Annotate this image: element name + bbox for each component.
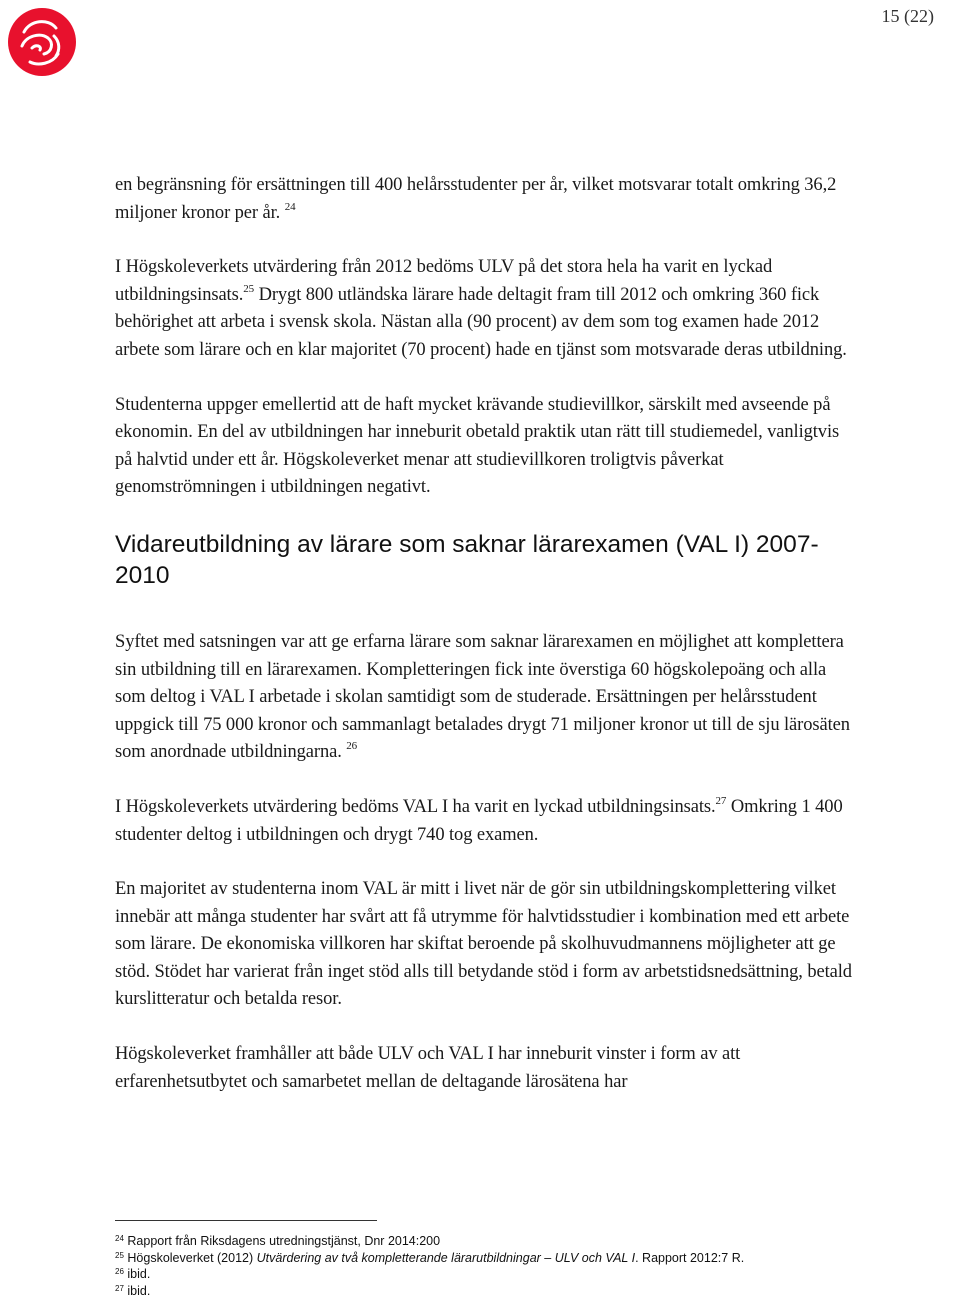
paragraph: I Högskoleverkets utvärdering från 2012 bedöms ULV på det stora hela ha varit en lyckad utbildningsinsats.$^{25}$ Drygt 800 utländska lärare hade deltagit fram till 2012 och omkring 360 fick behörighet att arbeta i svensk skola. Nästan alla (90 procent) av dem som tog examen hade 2012 arbete som lärare och en klar majoritet (70 procent) hade en tjänst som motsvarade deras utbildning. <box>115 254 855 364</box>
paragraph: Syftet med satsningen var att ge erfarna lärare som saknar lärarexamen en möjlighet att komplettera sin utbildning till en lärarexamen. Kompletteringen fick inte överstiga 60 högskolepoäng och alla som deltog i VAL I arbetade i skolan samtidigt som de studerade. Ersättningen per helårsstudent uppgick till 75 000 kronor och sammanlagt betalades drygt 71 miljoner kronor ut till de sju lärosäten som anordnade utbildningarna. $^{26}$ <box>115 629 855 767</box>
footnote-ref: 27 <box>716 795 727 807</box>
footnote: $^{27}$ ibid. <box>115 1283 875 1299</box>
footnote-ref: 25 <box>243 283 254 295</box>
paragraph: Studenterna uppger emellertid att de haft mycket krävande studievillkor, särskilt med avseende på ekonomin. En del av utbildningen har inneburit obetald praktik utan rätt till studiemedel, vanligtvis på halvtid under ett år. Högskoleverket menar att studievillkoren troligtvis påverkat genomströmningen i utbildningen negativt. <box>115 392 855 502</box>
footnote: $^{25}$ Högskoleverket (2012) Utvärdering av två kompletterande lärarutbildningar – ULV och VAL I. Rapport 2012:7 R. <box>115 1250 875 1267</box>
paragraph: En majoritet av studenterna inom VAL är mitt i livet när de gör sin utbildningskomplettering vilket innebär att många studenter har svårt att få utrymme för halvtidsstudier i kombination med ett arbete som lärare. De ekonomiska villkoren har skiftat beroende på skolhuvudmannens möjligheter att ge stöd. Stödet har varierat från inget stöd alls till betydande stöd i form av arbetstidsnedsättning, betald kurslitteratur och betalda resor. <box>115 876 855 1014</box>
paragraph: I Högskoleverkets utvärdering bedöms VAL I ha varit en lyckad utbildningsinsats.$^{27}$ Omkring 1 400 studenter deltog i utbildningen och drygt 740 tog examen. <box>115 794 855 849</box>
paragraph: Högskoleverket framhåller att både ULV och VAL I har inneburit vinster i form av att erfarenhetsutbytet och samarbetet mellan de deltagande lärosätena har <box>115 1041 855 1096</box>
document-body <box>115 172 855 1123</box>
footnote-divider <box>115 1220 377 1221</box>
footnote: $^{24}$ Rapport från Riksdagens utredningstjänst, Dnr 2014:200 <box>115 1233 875 1250</box>
rose-logo-icon <box>2 2 78 82</box>
footnote-ref: 26 <box>346 740 357 752</box>
page-number: 15 (22) <box>882 6 935 27</box>
footnote-ref: 24 <box>285 201 296 213</box>
paragraph: en begränsning för ersättningen till 400 helårsstudenter per år, vilket motsvarar totalt omkring 36,2 miljoner kronor per år. $^{24}$ <box>115 172 855 227</box>
footnotes <box>115 1220 875 1299</box>
footnote: $^{26}$ ibid. <box>115 1266 875 1283</box>
section-heading: Vidareutbildning av lärare som saknar lärarexamen (VAL I) 2007-2010 <box>115 529 855 591</box>
